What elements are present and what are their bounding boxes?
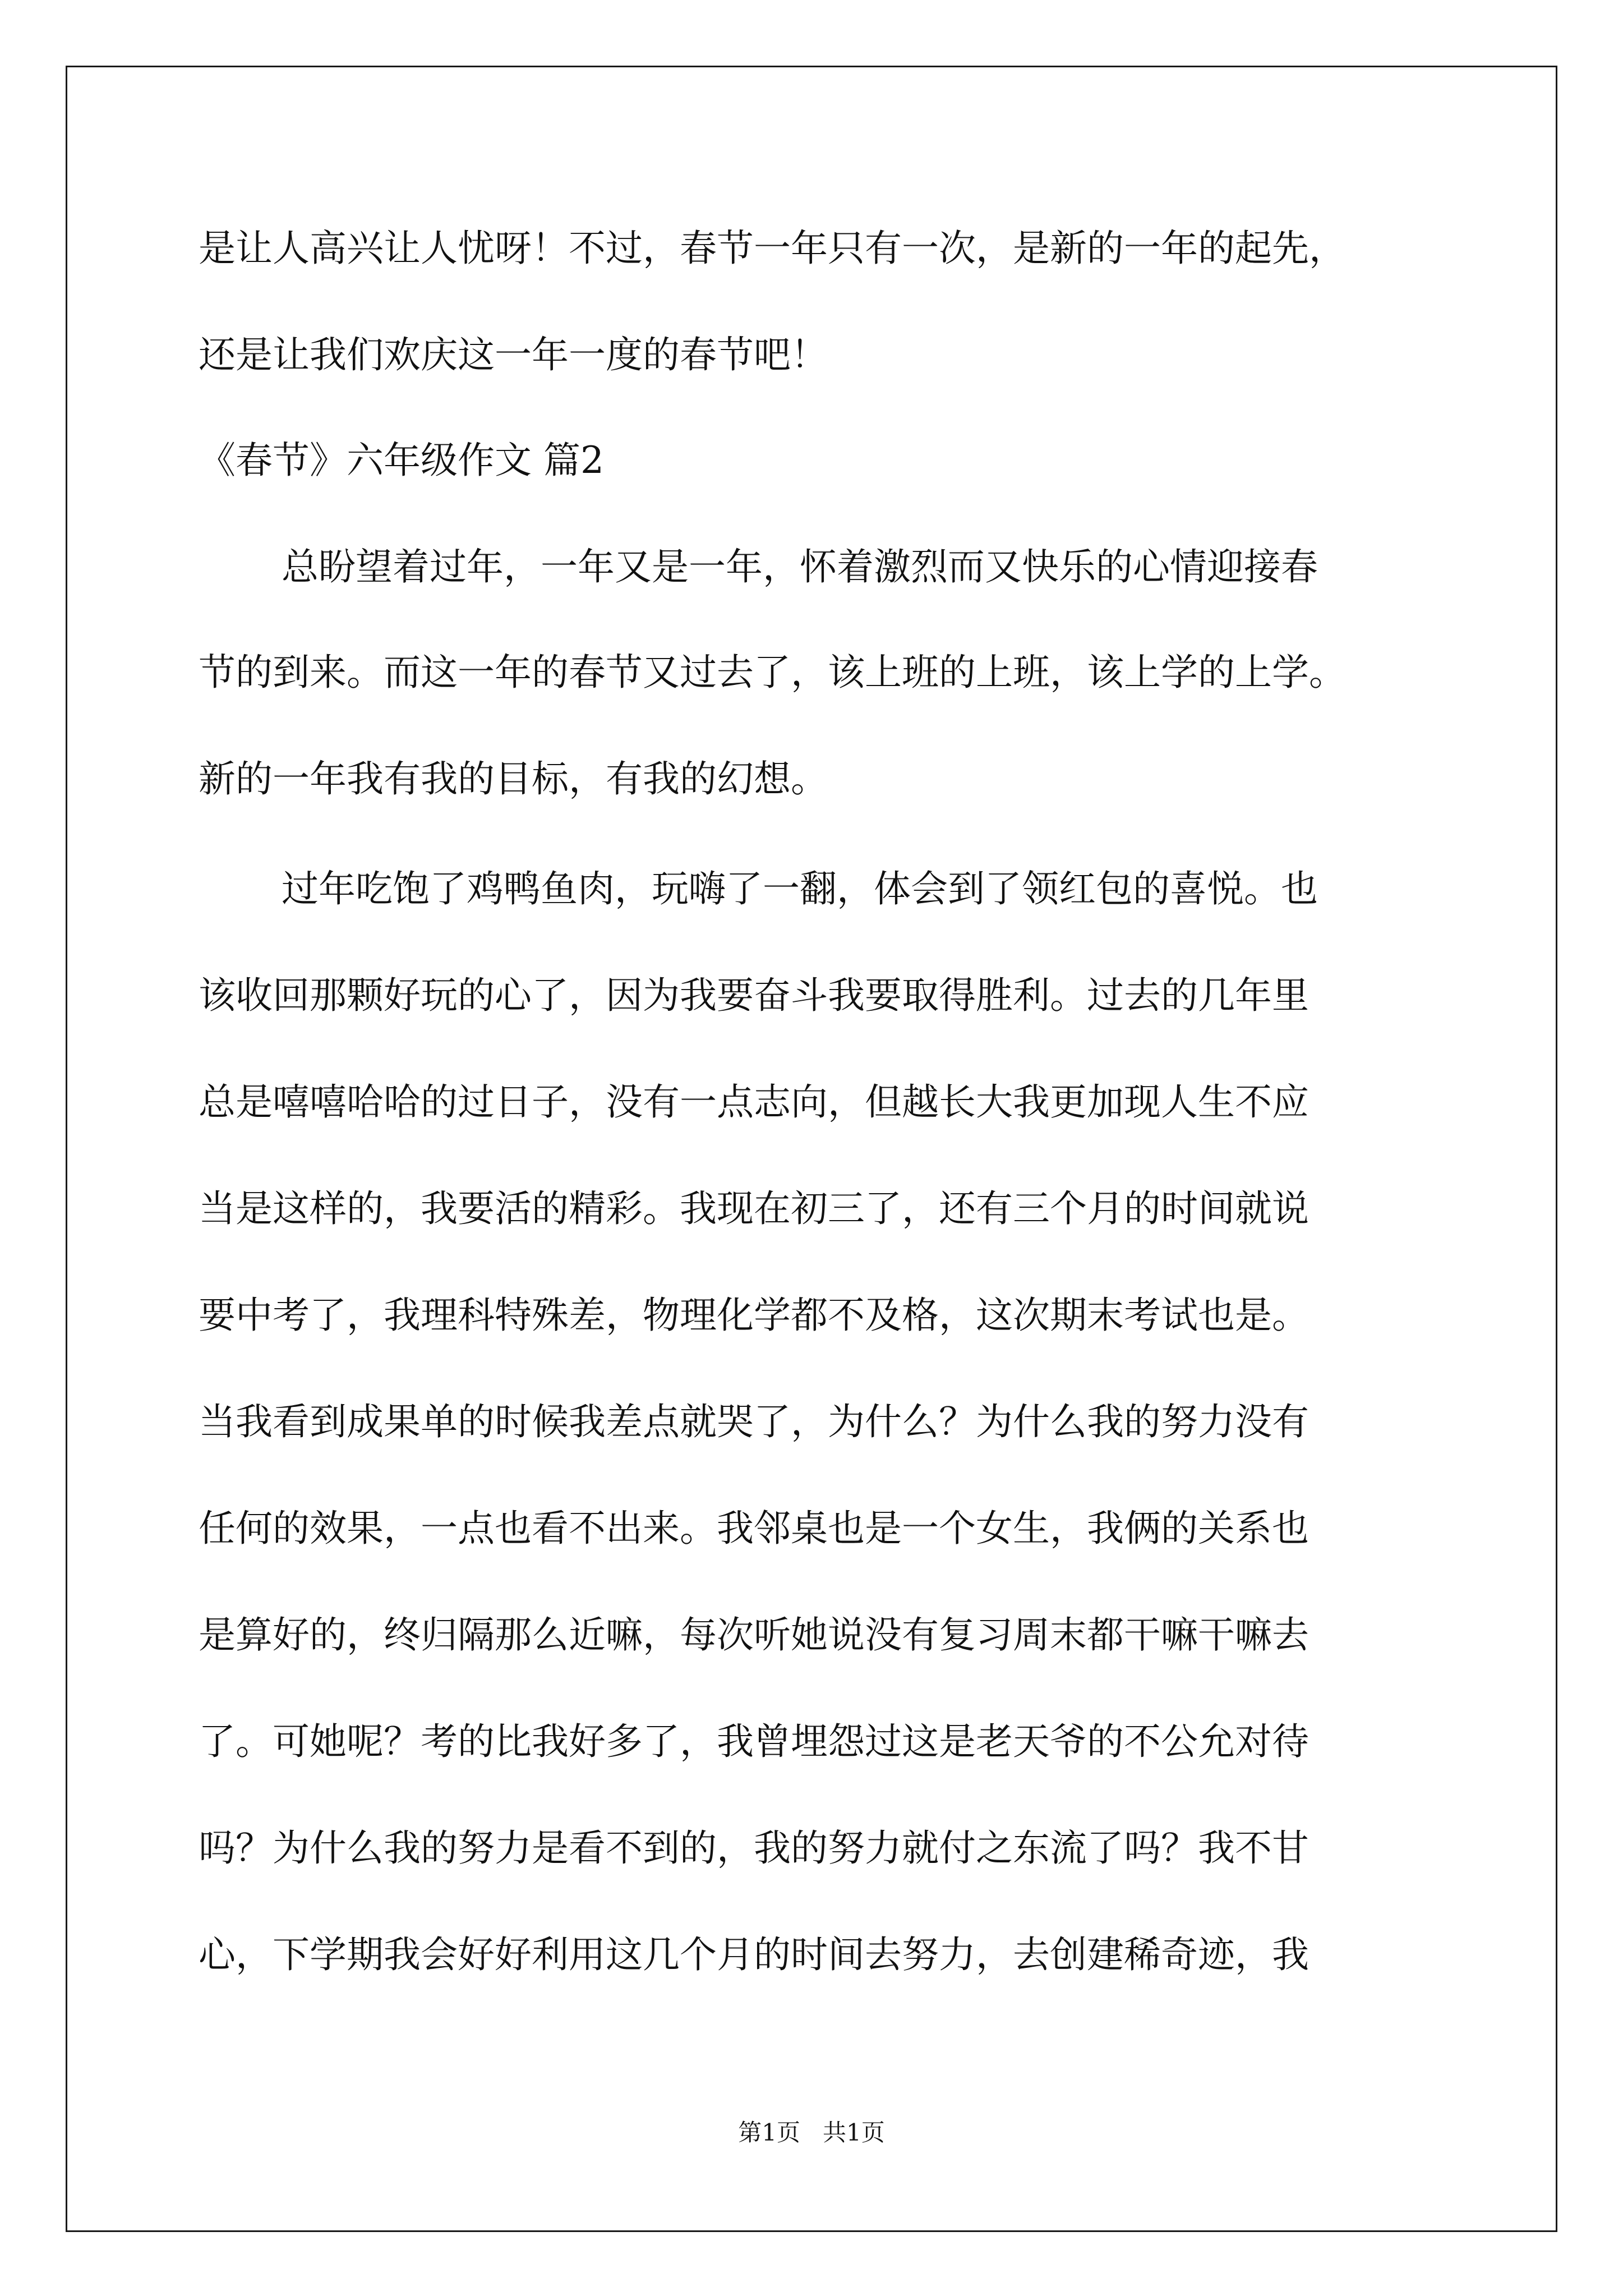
- section-heading: 《春节》六年级作文 篇2: [199, 439, 604, 482]
- text-line: 总是嘻嘻哈哈的过日子，没有一点志向，但越长大我更加现人生不应: [199, 1080, 1309, 1124]
- page-border: [66, 66, 1557, 2232]
- text-line: 节的到来。而这一年的春节又过去了，该上班的上班，该上学的上学。: [199, 651, 1346, 694]
- text-line: 是算好的，终归隔那么近嘛，每次听她说没有复习周末都干嘛干嘛去: [199, 1613, 1309, 1657]
- text-line: 总盼望着过年，一年又是一年，怀着激烈而又快乐的心情迎接春: [282, 545, 1318, 588]
- text-line: 当是这样的，我要活的精彩。我现在初三了，还有三个月的时间就说: [199, 1187, 1309, 1230]
- text-line: 该收回那颗好玩的心了，因为我要奋斗我要取得胜利。过去的几年里: [199, 974, 1309, 1017]
- page-footer: 第1页 共1页: [738, 2119, 885, 2146]
- text-line: 过年吃饱了鸡鸭鱼肉，玩嗨了一翻，体会到了领红包的喜悦。也: [282, 867, 1318, 910]
- text-line: 当我看到成果单的时候我差点就哭了，为什么？为什么我的努力没有: [199, 1400, 1309, 1443]
- text-line: 心，下学期我会好好利用这几个月的时间去努力，去创建稀奇迹，我: [199, 1933, 1309, 1976]
- text-line: 新的一年我有我的目标，有我的幻想。: [199, 757, 828, 800]
- text-line: 吗？为什么我的努力是看不到的，我的努力就付之东流了吗？我不甘: [199, 1826, 1309, 1870]
- text-line: 还是让我们欢庆这一年一度的春节吧！: [199, 333, 828, 376]
- text-line: 是让人高兴让人忧呀！不过，春节一年只有一次，是新的一年的起先，: [199, 227, 1346, 270]
- text-line: 了。可她呢？考的比我好多了，我曾埋怨过这是老天爷的不公允对待: [199, 1720, 1309, 1763]
- text-line: 要中考了，我理科特殊差，物理化学都不及格，这次期末考试也是。: [199, 1294, 1309, 1337]
- text-line: 任何的效果，一点也看不出来。我邻桌也是一个女生，我俩的关系也: [199, 1507, 1309, 1550]
